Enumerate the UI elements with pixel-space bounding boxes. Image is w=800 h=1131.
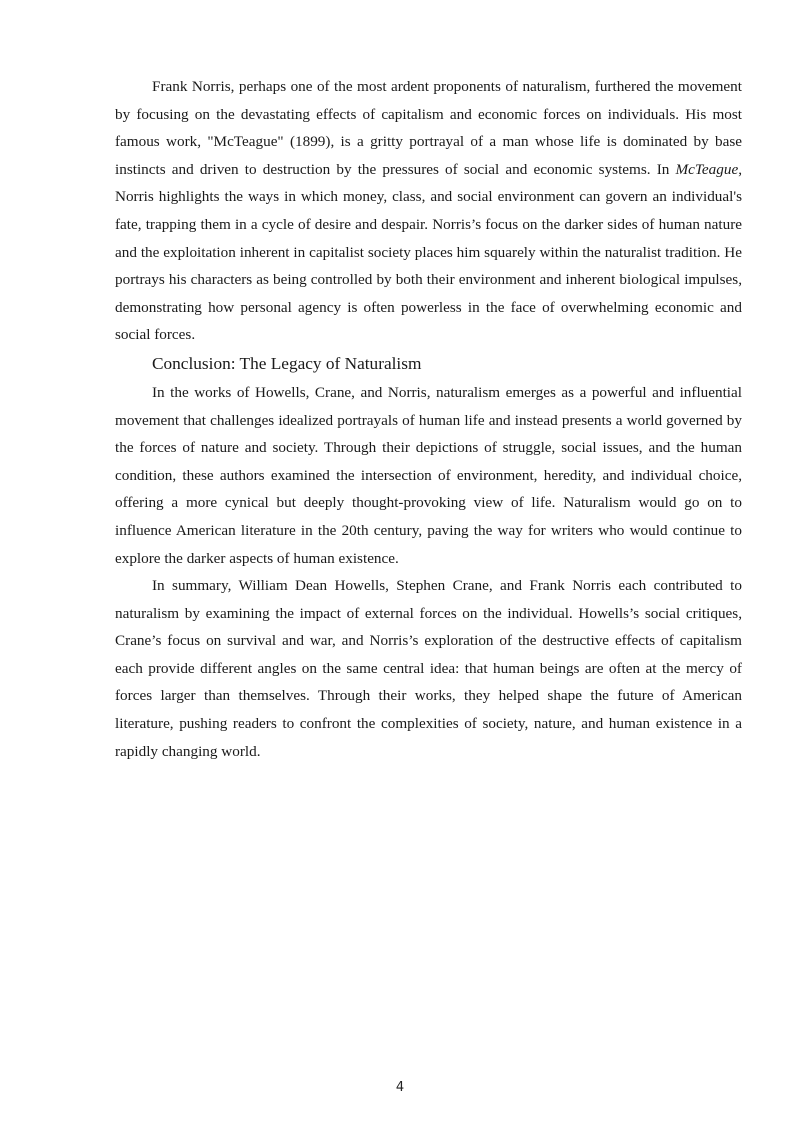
paragraph-norris-text-end: , Norris highlights the ways in which money, class, and social environment can govern an individual's fate, trapping them in a cycle of desire and despair. Norris’s focus on the darker sides of human nature and the exploitation inherent in capitalist society places him squarely within the naturalist tradition. He portrays his characters as being controlled by both their environment and inherent biological impulses, demonstrating how personal agency is often powerless in the face of overwhelming economic and social forces. — [115, 160, 742, 344]
page-number: 4 — [395, 1080, 405, 1095]
paragraph-summary: In summary, William Dean Howells, Stephen Crane, and Frank Norris each contributed to naturalism by examining the impact of external forces on the individual. Howells’s social critiques, Crane’s focus on survival and war, and Norris’s exploration of the destructive effects of capitalism each provide different angles on the same central idea: that human beings are often at the mercy of forces larger than themselves. Through their works, they helped shape the future of American literature, pushing readers to confront the complexities of society, nature, and human existence in a rapidly changing world. — [115, 577, 742, 760]
paragraph-conclusion: In the works of Howells, Crane, and Norris, naturalism emerges as a powerful and influential movement that challenges idealized portrayals of human life and instead presents a world governed by the forces of nature and society. Through their depictions of struggle, social issues, and the human condition, these authors examined the intersection of environment, heredity, and individual choice, offering a more cynical but deeply thought-provoking view of life. Naturalism would go on to influence American literature in the 20th century, paving the way for writers who would continue to explore the darker aspects of human existence. — [115, 383, 742, 567]
paragraph-norris-text-start: Frank Norris, perhaps one of the most ardent proponents of naturalism, furthered the movement by focusing on the devastating effects of capitalism and economic forces on individuals. His most famous work, "McTeague" (1899), is a gritty portrayal of a man whose life is dominated by base instincts and driven to destruction by the pressures of social and economic systems. In — [115, 78, 742, 178]
section-heading: Conclusion: The Legacy of Naturalism — [152, 353, 422, 373]
paragraph-norris — [115, 73, 742, 349]
page-body — [115, 73, 742, 765]
book-title-mcteague: McTeague — [675, 160, 739, 178]
